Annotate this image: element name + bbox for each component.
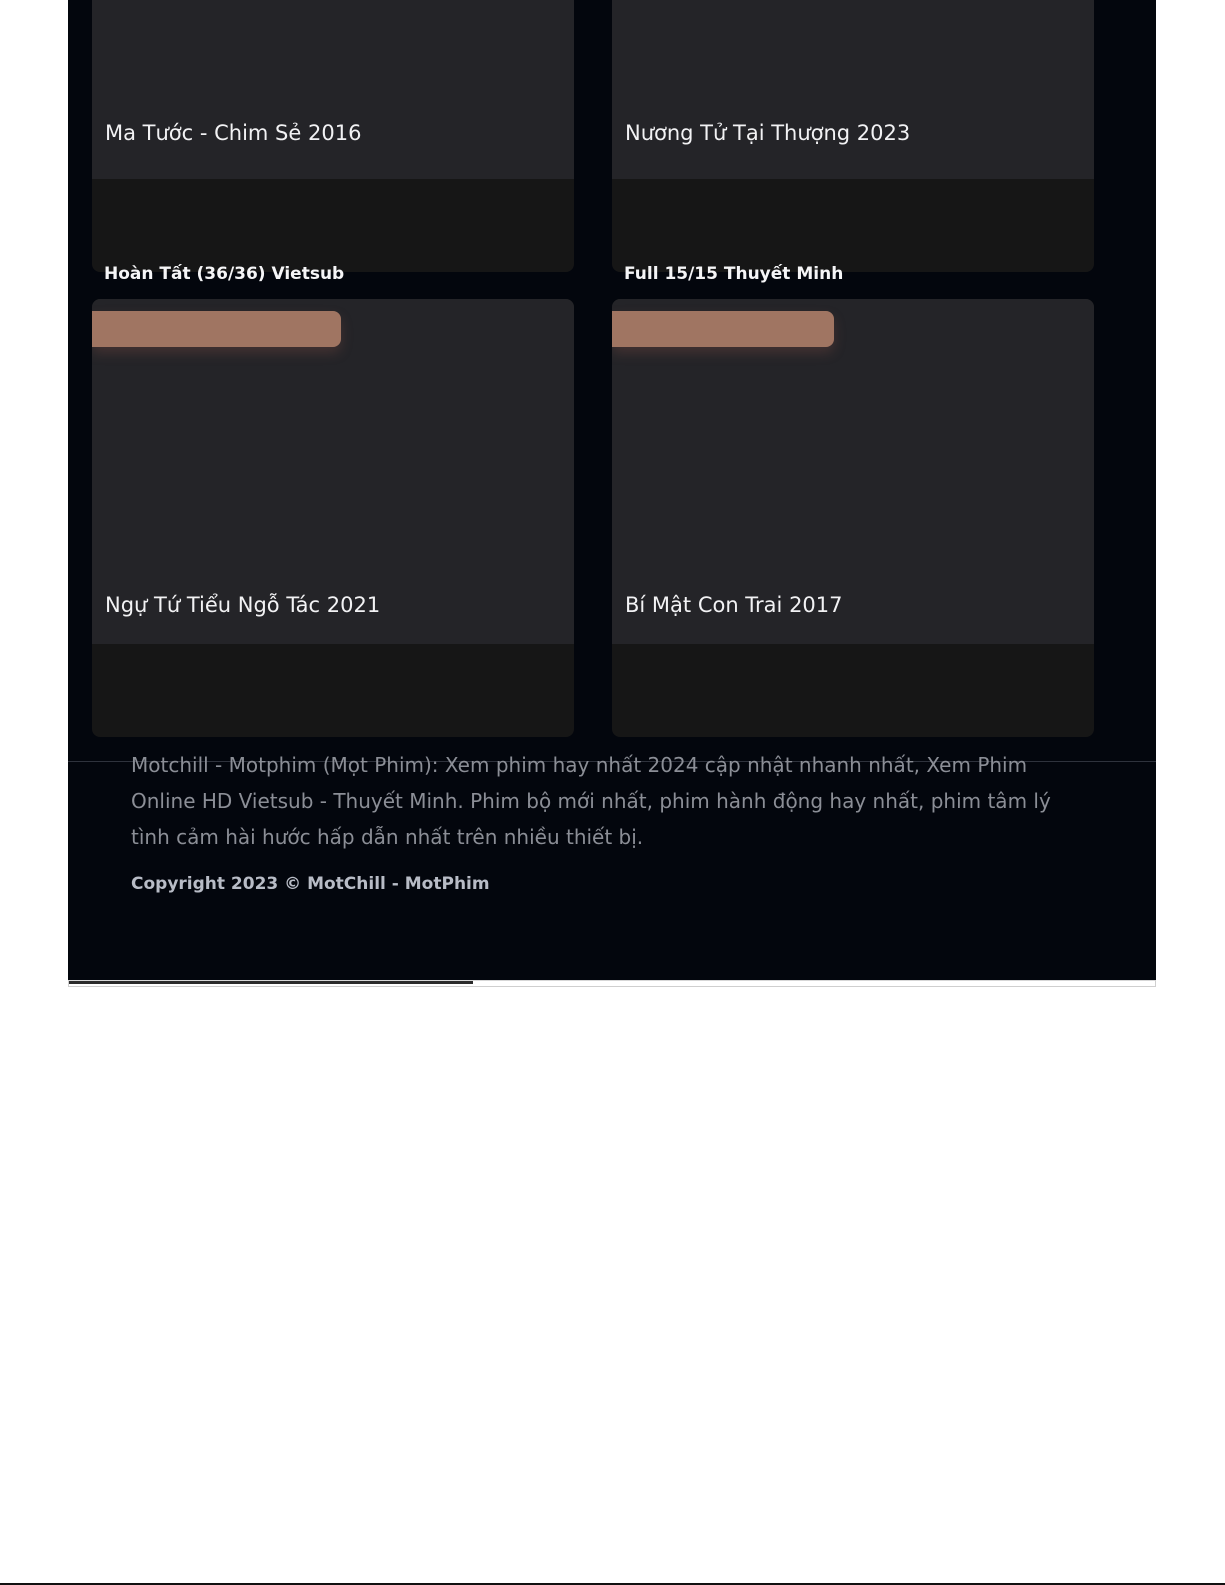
movie-card[interactable] [612,0,1094,272]
footer-description: Motchill - Motphim (Mọt Phim): Xem phim hay nhất 2024 cập nhật nhanh nhất, Xem Phim Online HD Vietsub - Thuyết Minh. Phim bộ mới nhất, phim hành động hay nhất, phim tâm lý tình cảm hài hước hấp dẫn nhất trên nhiều thiết bị. [131,753,1051,849]
movie-card[interactable] [92,0,574,272]
horizontal-scrollbar[interactable] [68,980,1156,987]
movie-title[interactable]: Nương Tử Tại Thượng 2023 [625,121,911,145]
episode-status: Hoàn Tất (36/36) Vietsub [104,264,345,284]
scrollbar-thumb[interactable] [69,981,473,984]
movie-site [68,0,1156,980]
movie-poster[interactable] [612,0,1094,179]
movie-card[interactable] [612,299,1094,737]
episode-badge [92,311,341,347]
episode-status: Full 15/15 Thuyết Minh [624,264,844,284]
copyright-text: Copyright 2023 © MotChill - MotPhim [131,874,490,894]
movie-title[interactable]: Ngự Tứ Tiểu Ngỗ Tác 2021 [105,593,381,617]
movie-title[interactable]: Ma Tước - Chim Sẻ 2016 [105,121,362,145]
movie-title[interactable]: Bí Mật Con Trai 2017 [625,593,843,617]
movie-poster[interactable] [92,0,574,179]
episode-badge [612,311,834,347]
movie-card[interactable] [92,299,574,737]
